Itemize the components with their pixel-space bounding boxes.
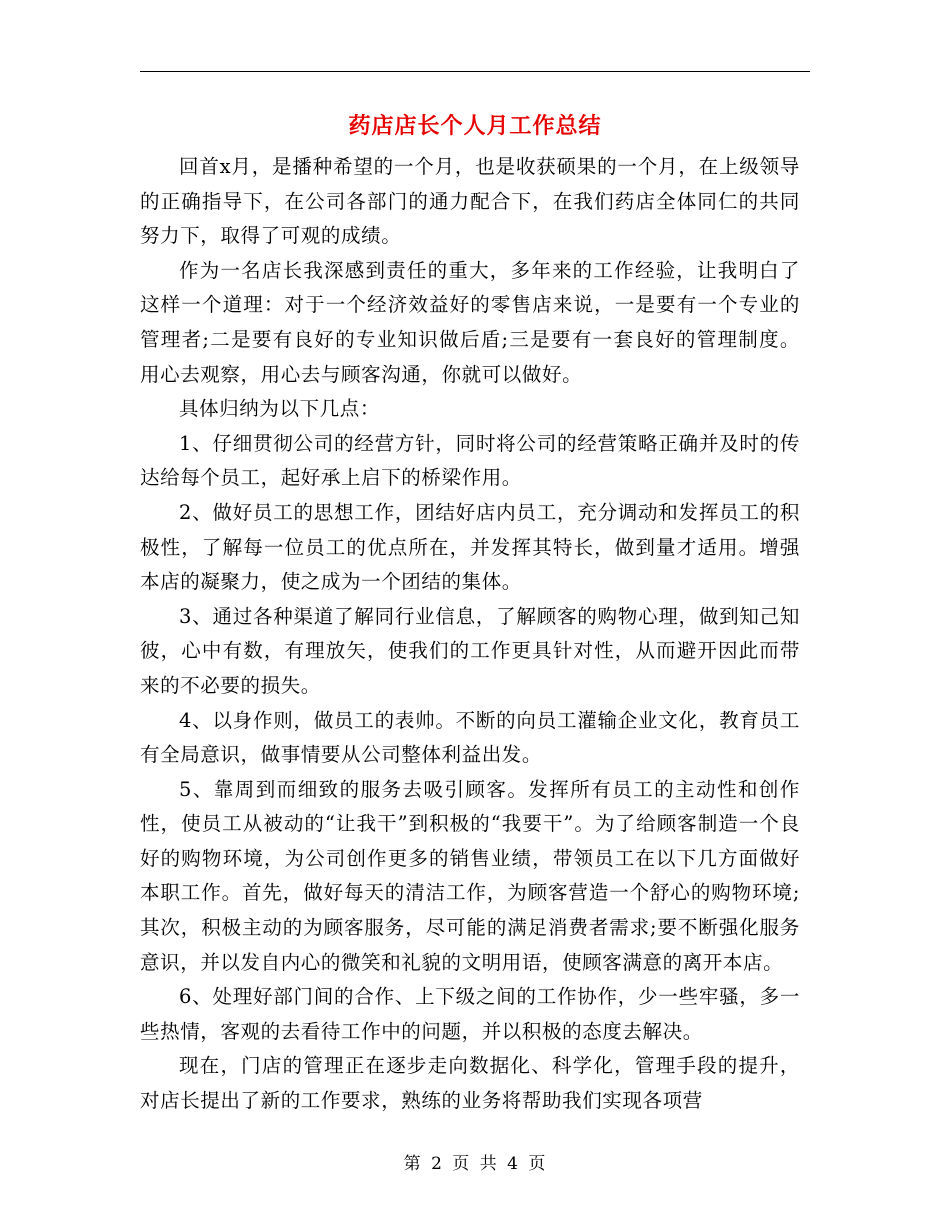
paragraph: 现在，门店的管理正在逐步走向数据化、科学化，管理手段的提升，对店长提出了新的工作要求，熟练的业务将帮助我们实现各项营 <box>140 1054 800 1113</box>
paragraph: 具体归纳为以下几点： <box>179 397 381 421</box>
paragraph: 3、通过各种渠道了解同行业信息，了解顾客的购物心理，做到知己知彼，心中有数，有理放矢，使我们的工作更具针对性，从而避开因此而带来的不必要的损失。 <box>140 604 800 697</box>
page-footer: 第 2 页 共 4 页 <box>403 1154 547 1174</box>
paragraph: 5、靠周到而细致的服务去吸引顾客。发挥所有员工的主动性和创作性，使员工从被动的“让我干”到积极的“我要干”。为了给顾客制造一个良好的购物环境，为公司创作更多的销售业绩，带领员工在以下几方面做好本职工作。首先，做好每天的清洁工作，为顾客营造一个舒心的购物环境;其次，积极主动的为顾客服务，尽可能的满足消费者需求;要不断强化服务意识，并以发自内心的微笑和礼貌的文明用语，使顾客满意的离开本店。 <box>140 777 800 974</box>
document-body <box>140 150 800 1119</box>
paragraph: 4、以身作则，做员工的表帅。不断的向员工灌输企业文化，教育员工有全局意识，做事情要从公司整体利益出发。 <box>140 708 800 767</box>
paragraph: 作为一名店长我深感到责任的重大，多年来的工作经验，让我明白了这样一个道理：对于一个经济效益好的零售店来说，一是要有一个专业的管理者;二是要有良好的专业知识做后盾;三是要有一套良好的管理制度。 用心去观察，用心去与顾客沟通，你就可以做好。 <box>140 258 800 386</box>
paragraph: 2、做好员工的思想工作，团结好店内员工，充分调动和发挥员工的积极性，了解每一位员工的优点所在，并发挥其特长，做到量才适用。增强本店的凝聚力，使之成为一个团结的集体。 <box>140 500 800 594</box>
header-rule <box>140 71 810 72</box>
paragraph: 1、仔细贯彻公司的经营方针，同时将公司的经营策略正确并及时的传达给每个员工，起好承上启下的桥梁作用。 <box>140 431 800 490</box>
document-title: 药店店长个人月工作总结 <box>348 113 602 139</box>
paragraph: 6、处理好部门间的合作、上下级之间的工作协作，少一些牢骚，多一些热情，客观的去看待工作中的问题，并以积极的态度去解决。 <box>140 985 800 1043</box>
paragraph: 回首x月，是播种希望的一个月，也是收获硕果的一个月，在上级领导的正确指导下，在公司各部门的通力配合下，在我们药店全体同仁的共同努力下，取得了可观的成绩。 <box>140 155 800 248</box>
